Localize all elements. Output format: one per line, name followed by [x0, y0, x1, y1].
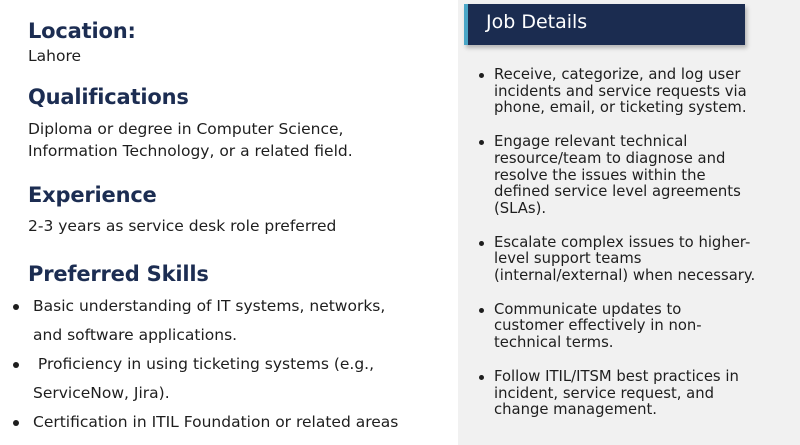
skill-item-continuation — [0, 321, 398, 350]
skill-item — [0, 408, 398, 437]
location-value: Lahore — [28, 47, 82, 65]
preferred-skills-list — [0, 292, 398, 437]
skill-item-continuation — [0, 379, 398, 408]
qualifications-heading: Qualifications — [28, 85, 189, 109]
job-detail-text: Receive, categorize, and log user incidents and service requests via phone, email, or ticketing system. — [494, 66, 747, 117]
bullet-icon — [13, 362, 19, 368]
job-detail-text: Escalate complex issues to higher- level support teams (internal/external) when necessary. — [494, 233, 756, 285]
skill-text: Proficiency in using ticketing systems (e.g., — [33, 355, 375, 373]
bullet-icon — [13, 420, 19, 426]
skill-text: ServiceNow, Jira). — [33, 384, 170, 402]
preferred-skills-heading: Preferred Skills — [28, 262, 209, 286]
job-detail-text: Communicate updates to customer effectively in non- technical terms. — [494, 300, 702, 352]
qualifications-line-2: Information Technology, or a related field. — [28, 142, 353, 160]
bullet-icon — [479, 73, 484, 78]
skill-text: Basic understanding of IT systems, networks, — [33, 297, 386, 315]
job-details-panel — [458, 0, 800, 445]
job-detail-item — [472, 67, 798, 117]
bullet-icon — [13, 304, 19, 310]
job-detail-item — [472, 134, 798, 218]
qualifications-line-1: Diploma or degree in Computer Science, — [28, 120, 344, 138]
bullet-icon — [479, 241, 484, 246]
skill-item — [0, 292, 398, 321]
experience-heading: Experience — [28, 183, 157, 207]
skill-text: and software applications. — [33, 326, 238, 344]
experience-value: 2-3 years as service desk role preferred — [28, 217, 337, 235]
job-detail-item — [472, 369, 798, 419]
bullet-icon — [479, 308, 484, 313]
location-heading: Location: — [28, 19, 136, 43]
skill-item — [0, 350, 398, 379]
job-detail-text: Engage relevant technical resource/team to diagnose and resolve the issues within the defined service level agreements (SLAs). — [494, 133, 741, 217]
job-details-title: Job Details — [486, 11, 588, 33]
bullet-icon — [479, 140, 484, 145]
job-details-list — [472, 67, 798, 436]
job-details-header — [464, 4, 745, 45]
bullet-icon — [479, 375, 484, 380]
job-detail-text: Follow ITIL/ITSM best practices in incident, service request, and change management. — [494, 367, 739, 419]
skill-text: Certification in ITIL Foundation or related areas — [33, 413, 399, 431]
job-detail-item — [472, 302, 798, 352]
job-detail-item — [472, 235, 798, 285]
